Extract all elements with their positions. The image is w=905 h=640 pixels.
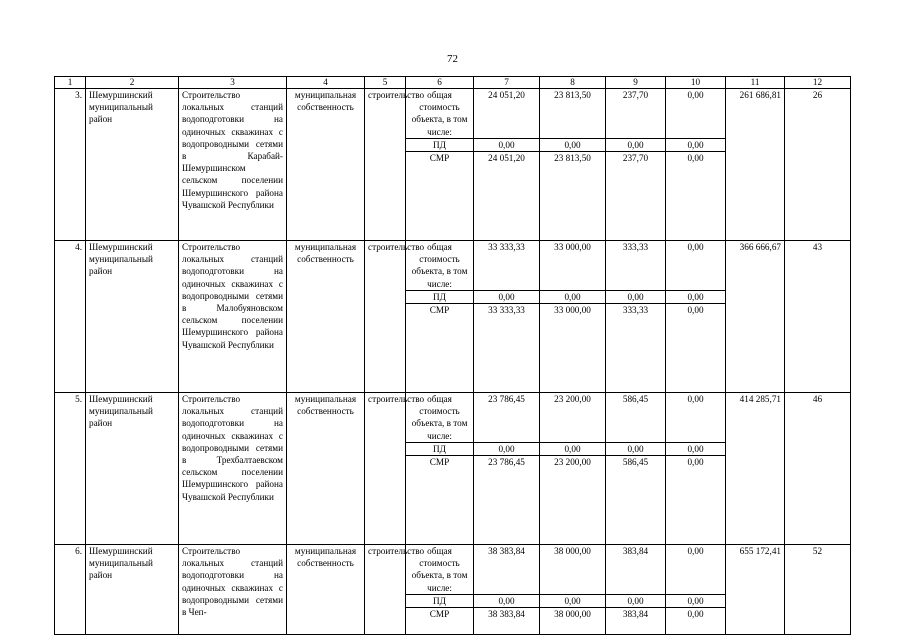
column-11-cell: 414 285,71 <box>726 393 785 545</box>
smr-value: 0,00 <box>666 608 726 635</box>
row-number: 5. <box>55 393 86 545</box>
smr-value: 237,70 <box>606 152 666 241</box>
total-value: 0,00 <box>666 393 726 443</box>
smr-label: СМР <box>406 456 474 545</box>
row-number: 3. <box>55 89 86 241</box>
column-header: 12 <box>785 77 851 89</box>
total-value: 0,00 <box>666 545 726 595</box>
pd-value: 0,00 <box>666 290 726 303</box>
column-11-cell: 366 666,67 <box>726 241 785 393</box>
pd-value: 0,00 <box>606 138 666 151</box>
smr-value: 333,33 <box>606 304 666 393</box>
page-number: 72 <box>447 53 458 65</box>
smr-value: 33 000,00 <box>540 304 606 393</box>
district-cell: Шемуршинский муниципальный район <box>86 241 179 393</box>
smr-label: СМР <box>406 608 474 635</box>
pd-value: 0,00 <box>666 138 726 151</box>
district-cell: Шемуршинский муниципальный район <box>86 89 179 241</box>
table-row <box>55 545 851 595</box>
project-cell: Строительство локальных станций водоподготовки на одиночных скважинах с водопроводными сетями в Трехбалтаевском сельском поселении Шемуршинского района Чувашской Республики <box>179 393 287 545</box>
pd-value: 0,00 <box>540 594 606 607</box>
pd-value: 0,00 <box>606 290 666 303</box>
row-number: 6. <box>55 545 86 635</box>
smr-value: 0,00 <box>666 456 726 545</box>
total-value: 23 200,00 <box>540 393 606 443</box>
column-12-cell: 52 <box>785 545 851 635</box>
work-type-cell: строительство <box>365 241 406 393</box>
smr-value: 23 200,00 <box>540 456 606 545</box>
smr-value: 38 000,00 <box>540 608 606 635</box>
column-number-row <box>55 77 851 89</box>
column-header: 8 <box>540 77 606 89</box>
total-value: 383,84 <box>606 545 666 595</box>
column-11-cell: 655 172,41 <box>726 545 785 635</box>
total-cost-label: общая стоимость объекта, в том числе: <box>406 241 474 291</box>
column-11-cell: 261 686,81 <box>726 89 785 241</box>
project-cell: Строительство локальных станций водоподготовки на одиночных скважинах с водопроводными сетями в Чеп- <box>179 545 287 635</box>
column-header: 11 <box>726 77 785 89</box>
total-cost-label: общая стоимость объекта, в том числе: <box>406 89 474 139</box>
total-cost-label: общая стоимость объекта, в том числе: <box>406 393 474 443</box>
ownership-cell: муниципальная собственность <box>287 393 365 545</box>
pd-value: 0,00 <box>474 290 540 303</box>
project-cell: Строительство локальных станций водоподготовки на одиночных скважинах с водопроводными сетями в Малобуяновском сельском поселении Шемуршинского района Чувашской Республики <box>179 241 287 393</box>
smr-value: 0,00 <box>666 304 726 393</box>
smr-value: 23 813,50 <box>540 152 606 241</box>
column-12-cell: 43 <box>785 241 851 393</box>
pd-label: ПД <box>406 442 474 455</box>
pd-value: 0,00 <box>540 290 606 303</box>
pd-value: 0,00 <box>666 442 726 455</box>
smr-label: СМР <box>406 304 474 393</box>
smr-label: СМР <box>406 152 474 241</box>
column-header: 10 <box>666 77 726 89</box>
pd-value: 0,00 <box>474 138 540 151</box>
project-cell: Строительство локальных станций водоподготовки на одиночных скважинах с водопроводными сетями в Карабай-Шемуршинском сельском поселении Шемуршинского района Чувашской Республики <box>179 89 287 241</box>
pd-value: 0,00 <box>474 442 540 455</box>
table-row <box>55 241 851 291</box>
work-type-cell: строительство <box>365 393 406 545</box>
smr-value: 38 383,84 <box>474 608 540 635</box>
pd-value: 0,00 <box>540 442 606 455</box>
column-12-cell: 26 <box>785 89 851 241</box>
total-value: 24 051,20 <box>474 89 540 139</box>
ownership-cell: муниципальная собственность <box>287 241 365 393</box>
column-header: 3 <box>179 77 287 89</box>
work-type-cell: строительство <box>365 89 406 241</box>
pd-label: ПД <box>406 594 474 607</box>
column-header: 1 <box>55 77 86 89</box>
investment-table <box>54 76 851 635</box>
total-value: 586,45 <box>606 393 666 443</box>
smr-value: 24 051,20 <box>474 152 540 241</box>
pd-label: ПД <box>406 138 474 151</box>
pd-value: 0,00 <box>666 594 726 607</box>
smr-value: 33 333,33 <box>474 304 540 393</box>
total-value: 23 786,45 <box>474 393 540 443</box>
column-header: 5 <box>365 77 406 89</box>
column-header: 9 <box>606 77 666 89</box>
smr-value: 0,00 <box>666 152 726 241</box>
table-row <box>55 393 851 443</box>
pd-label: ПД <box>406 290 474 303</box>
total-value: 0,00 <box>666 89 726 139</box>
district-cell: Шемуршинский муниципальный район <box>86 545 179 635</box>
pd-value: 0,00 <box>606 594 666 607</box>
ownership-cell: муниципальная собственность <box>287 545 365 635</box>
smr-value: 23 786,45 <box>474 456 540 545</box>
column-12-cell: 46 <box>785 393 851 545</box>
total-value: 237,70 <box>606 89 666 139</box>
total-value: 38 000,00 <box>540 545 606 595</box>
table-row <box>55 89 851 139</box>
pd-value: 0,00 <box>606 442 666 455</box>
total-value: 333,33 <box>606 241 666 291</box>
smr-value: 586,45 <box>606 456 666 545</box>
pd-value: 0,00 <box>540 138 606 151</box>
total-value: 0,00 <box>666 241 726 291</box>
pd-value: 0,00 <box>474 594 540 607</box>
column-header: 6 <box>406 77 474 89</box>
total-cost-label: общая стоимость объекта, в том числе: <box>406 545 474 595</box>
ownership-cell: муниципальная собственность <box>287 89 365 241</box>
total-value: 33 000,00 <box>540 241 606 291</box>
district-cell: Шемуршинский муниципальный район <box>86 393 179 545</box>
column-header: 7 <box>474 77 540 89</box>
work-type-cell: строительство <box>365 545 406 635</box>
column-header: 2 <box>86 77 179 89</box>
smr-value: 383,84 <box>606 608 666 635</box>
total-value: 38 383,84 <box>474 545 540 595</box>
total-value: 33 333,33 <box>474 241 540 291</box>
column-header: 4 <box>287 77 365 89</box>
total-value: 23 813,50 <box>540 89 606 139</box>
row-number: 4. <box>55 241 86 393</box>
